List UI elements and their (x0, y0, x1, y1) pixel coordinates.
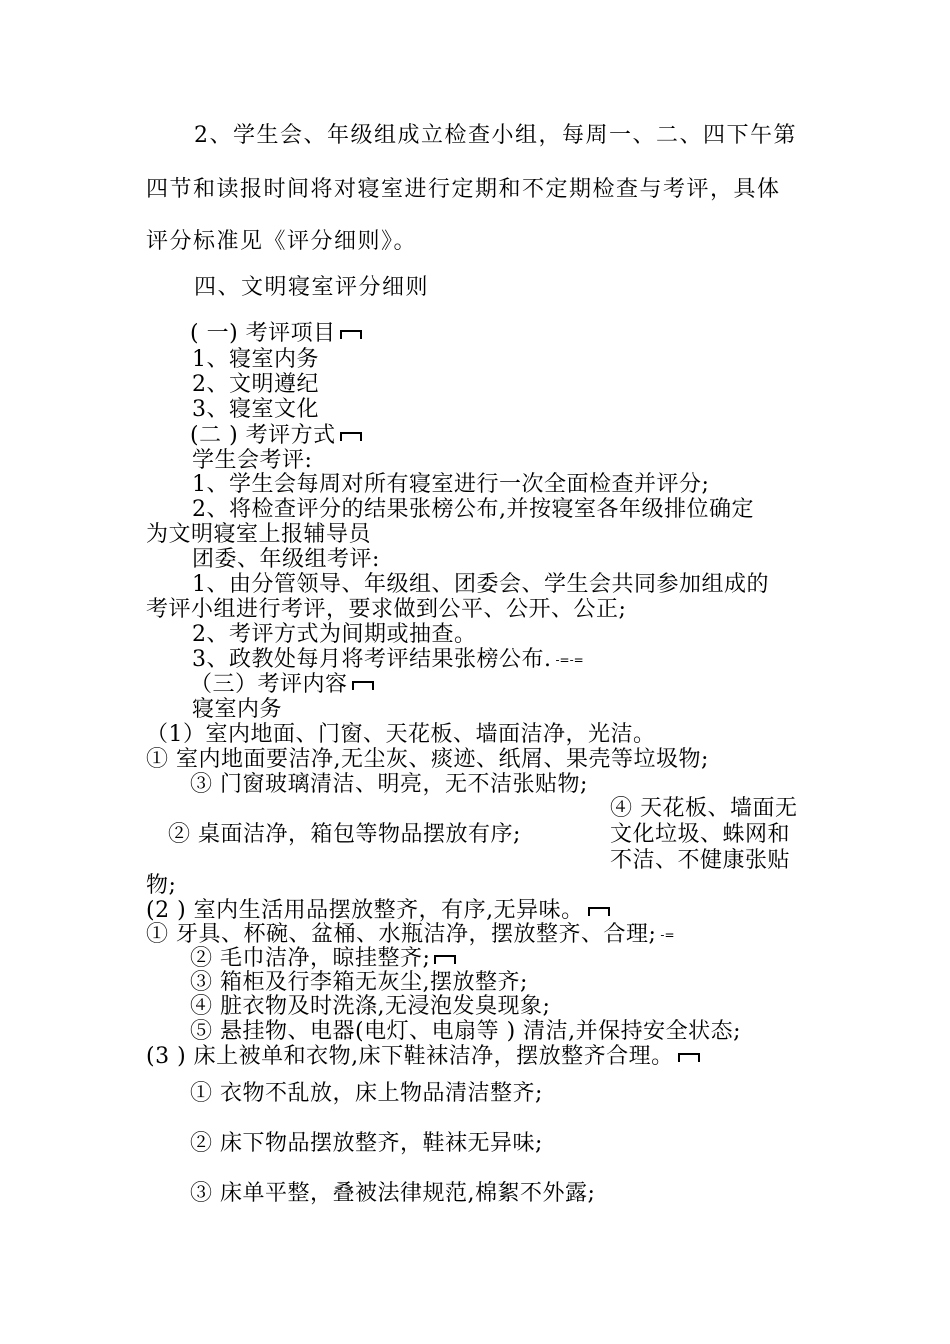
lg-item-3-text: 3、政教处每月将考评结果张榜公布. (192, 647, 552, 672)
lg-item-1-line-1: 1、由分管领导、年级组、团委会、学生会共同参加组成的 (192, 572, 769, 597)
para-1-line-2: 四节和读报时间将对寝室进行定期和不定期检查与考评，具体 (146, 177, 781, 202)
lg-item-3 (192, 647, 584, 673)
bracket-mark-icon (678, 1051, 700, 1063)
part-1-item-1: 1、寝室内务 (192, 347, 319, 372)
content-3-a: ① 衣物不乱放，床上物品清洁整齐; (190, 1081, 543, 1106)
content-2-d: ④ 脏衣物及时洗涤,无浸泡发臭现象; (190, 994, 551, 1019)
student-union-title: 学生会考评: (192, 448, 313, 473)
su-item-2-line-1: 2、将检查评分的结果张榜公布,并按寝室各年级排位确定 (192, 497, 754, 522)
dorm-affairs-title: 寝室内务 (192, 697, 283, 722)
part-1-title (190, 321, 362, 347)
su-item-2-line-2: 为文明寝室上报辅导员 (146, 522, 372, 547)
part-2-title (190, 423, 362, 449)
bracket-mark-icon (588, 905, 610, 917)
bracket-mark-icon (434, 953, 456, 965)
content-3-b: ② 床下物品摆放整齐，鞋袜无异味; (190, 1131, 543, 1156)
part-2-title-text: (二 ) 考评方式 (190, 423, 336, 448)
su-item-1: 1、学生会每周对所有寝室进行一次全面检查并评分; (192, 472, 710, 497)
content-1-c: ③ 门窗玻璃清洁、明亮，无不洁张贴物; (190, 772, 588, 797)
lg-item-2: 2、考评方式为间期或抽查。 (192, 622, 477, 647)
content-2-a (146, 922, 675, 948)
para-1-line-1: 2、学生会、年级组成立检查小组，每周一、二、四下午第 (194, 123, 797, 148)
content-3-title-text: (3 ) 床上被单和衣物,床下鞋袜洁净，摆放整齐合理。 (146, 1044, 674, 1069)
content-1-title: （1）室内地面、门窗、天花板、墙面洁净，光洁。 (146, 722, 656, 747)
bracket-mark-icon (352, 679, 374, 691)
content-2-title-text: (2 ) 室内生活用品摆放整齐，有序,无异味。 (146, 898, 584, 923)
part-3-title (190, 672, 374, 698)
league-title: 团委、年级组考评: (192, 547, 380, 572)
equal-mark-icon: -= (660, 928, 675, 942)
content-1-b: ② 桌面洁净，箱包等物品摆放有序; (168, 822, 521, 847)
part-3-title-text: （三）考评内容 (190, 672, 348, 697)
content-2-b-text: ② 毛巾洁净，晾挂整齐; (190, 946, 431, 971)
content-2-title (146, 898, 610, 924)
part-1-item-3: 3、寝室文化 (192, 397, 319, 422)
content-1-d: ④ 天花板、墙面无文化垃圾、蛛网和不洁、不健康张贴 (610, 796, 798, 873)
content-2-b (190, 946, 456, 972)
content-3-c: ③ 床单平整，叠被法律规范,棉絮不外露; (190, 1181, 596, 1206)
content-1-d-tail: 物; (146, 873, 177, 898)
lg-item-1-line-2: 考评小组进行考评，要求做到公平、公开、公正; (146, 597, 627, 622)
content-2-c: ③ 箱柜及行李箱无灰尘,摆放整齐; (190, 970, 528, 995)
content-1-a: ① 室内地面要洁净,无尘灰、痰迹、纸屑、果壳等垃圾物; (146, 747, 709, 772)
content-3-title (146, 1044, 700, 1070)
equal-mark-icon: -=-= (555, 653, 584, 667)
part-1-item-2: 2、文明遵纪 (192, 372, 319, 397)
content-2-a-text: ① 牙具、杯碗、盆桶、水瓶洁净，摆放整齐、合理; (146, 922, 657, 947)
part-1-title-text: ( 一) 考评项目 (190, 321, 336, 346)
para-1-line-3: 评分标准见《评分细则》。 (146, 229, 418, 254)
bracket-mark-icon (340, 328, 362, 340)
bracket-mark-icon (340, 430, 362, 442)
section-heading: 四、文明寝室评分细则 (194, 275, 430, 300)
content-2-e: ⑤ 悬挂物、电器(电灯、电扇等 ) 清洁,并保持安全状态; (190, 1019, 742, 1044)
